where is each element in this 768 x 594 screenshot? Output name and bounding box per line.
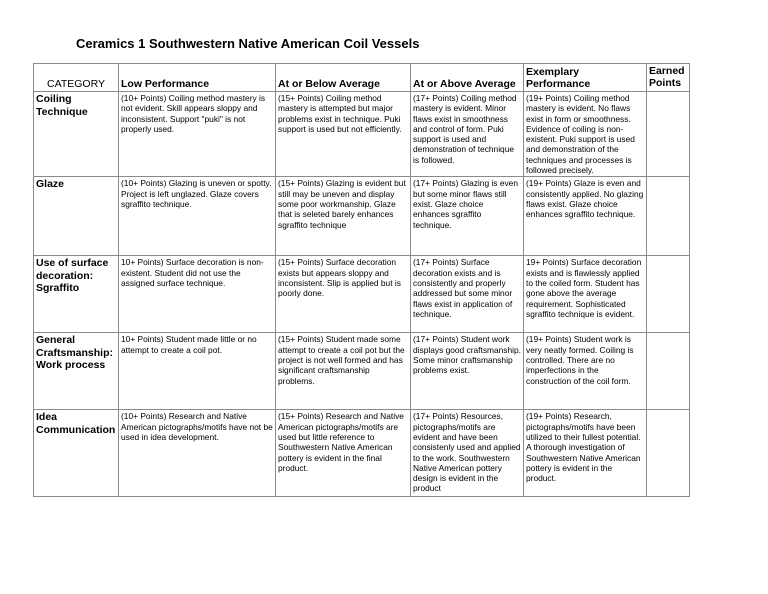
above-average-cell: (17+ Points) Resources, pictographs/motifs are evident and have been consistenly used and applied to the work. Southwestern Native American pottery design is evident in the product (411, 410, 524, 497)
exemplary-cell: (19+ Points) Coiling method mastery is evident. No flaws exist in form or smoothness. Evidence of coiling is non-existent. Puki support is used and demonstration of the techniques and processes is followed precisely. (524, 92, 647, 177)
table-row (34, 177, 690, 256)
category-cell: General Craftsmanship: Work process (34, 333, 119, 410)
earned-points-cell (647, 92, 690, 177)
low-performance-cell: 10+ Points) Surface decoration is non-existent. Student did not use the assigned surface technique. (119, 256, 276, 333)
category-cell: Coiling Technique (34, 92, 119, 177)
above-average-cell: (17+ Points) Student work displays good craftsmanship. Some minor craftsmanship problems exist. (411, 333, 524, 410)
category-cell: Use of surface decoration: Sgraffito (34, 256, 119, 333)
earned-points-cell (647, 256, 690, 333)
category-cell: Idea Communication (34, 410, 119, 497)
table-row (34, 256, 690, 333)
exemplary-cell: (19+ Points) Research, pictographs/motifs have been utilized to their fullest potential. A thorough investigation of Southwestern Native American pottery is evident in the product. (524, 410, 647, 497)
page-title: Ceramics 1 Southwestern Native American Coil Vessels (76, 36, 420, 51)
low-performance-cell: (10+ Points) Glazing is uneven or spotty. Project is left unglazed. Glaze covers sgraffito technique. (119, 177, 276, 256)
header-exemplary-performance: Exemplary Performance (524, 64, 647, 92)
below-average-cell: (15+ Points) Student made some attempt to create a coil pot but the project is not well formed and has significant craftsmanship problems. (276, 333, 411, 410)
rubric-table (33, 63, 690, 497)
earned-points-cell (647, 333, 690, 410)
earned-points-cell (647, 177, 690, 256)
low-performance-cell: 10+ Points) Student made little or no attempt to create a coil pot. (119, 333, 276, 410)
low-performance-cell: (10+ Points) Research and Native American pictographs/motifs have not be used in idea development. (119, 410, 276, 497)
below-average-cell: (15+ Points) Coiling method mastery is attempted but major problems exist in technique. Puki support is used but not efficiently. (276, 92, 411, 177)
header-at-or-below-average: At or Below Average (276, 64, 411, 92)
above-average-cell: (17+ Points) Surface decoration exists and is consistently and properly addressed but some minor flaws exist in application of technique. (411, 256, 524, 333)
exemplary-cell: 19+ Points) Surface decoration exists and is flawlessly applied to the coiled form. Student has gone above the average requirement. Sophisticated sgraffito technique is evident. (524, 256, 647, 333)
below-average-cell: (15+ Points) Surface decoration exists but appears sloppy and inconsistent. Slip is applied but is poorly done. (276, 256, 411, 333)
header-earned-points: Earned Points (647, 64, 690, 92)
above-average-cell: (17+ Points) Glazing is even but some minor flaws still exist. Glaze choice enhances sgraffito technique. (411, 177, 524, 256)
table-row (34, 92, 690, 177)
below-average-cell: (15+ Points) Research and Native American pictographs/motifs are used but little reference to Southwestern Native American pottery is evident in the final product. (276, 410, 411, 497)
header-at-or-above-average: At or Above Average (411, 64, 524, 92)
above-average-cell: (17+ Points) Coiling method mastery is evident. Minor flaws exist in smoothness and control of form. Puki support is used and demonstration of technique is followed. (411, 92, 524, 177)
exemplary-cell: (19+ Points) Glaze is even and consistently applied. No glazing flaws exist. Glaze choice enhances sgraffito technique. (524, 177, 647, 256)
category-cell: Glaze (34, 177, 119, 256)
header-low-performance: Low Performance (119, 64, 276, 92)
header-category: CATEGORY (34, 64, 119, 92)
low-performance-cell: (10+ Points) Coiling method mastery is not evident. Skill appears sloppy and inconsistent. Support "puki" is not properly used. (119, 92, 276, 177)
table-row (34, 333, 690, 410)
exemplary-cell: (19+ Points) Student work is very neatly formed. Coiling is controlled. There are no imperfections in the construction of the coil form. (524, 333, 647, 410)
below-average-cell: (15+ Points) Glazing is evident but still may be uneven and display some poor workmanship. Glaze that is seleted barely enhances sgraffito technique (276, 177, 411, 256)
table-row (34, 410, 690, 497)
table-header-row (34, 64, 690, 92)
earned-points-cell (647, 410, 690, 497)
